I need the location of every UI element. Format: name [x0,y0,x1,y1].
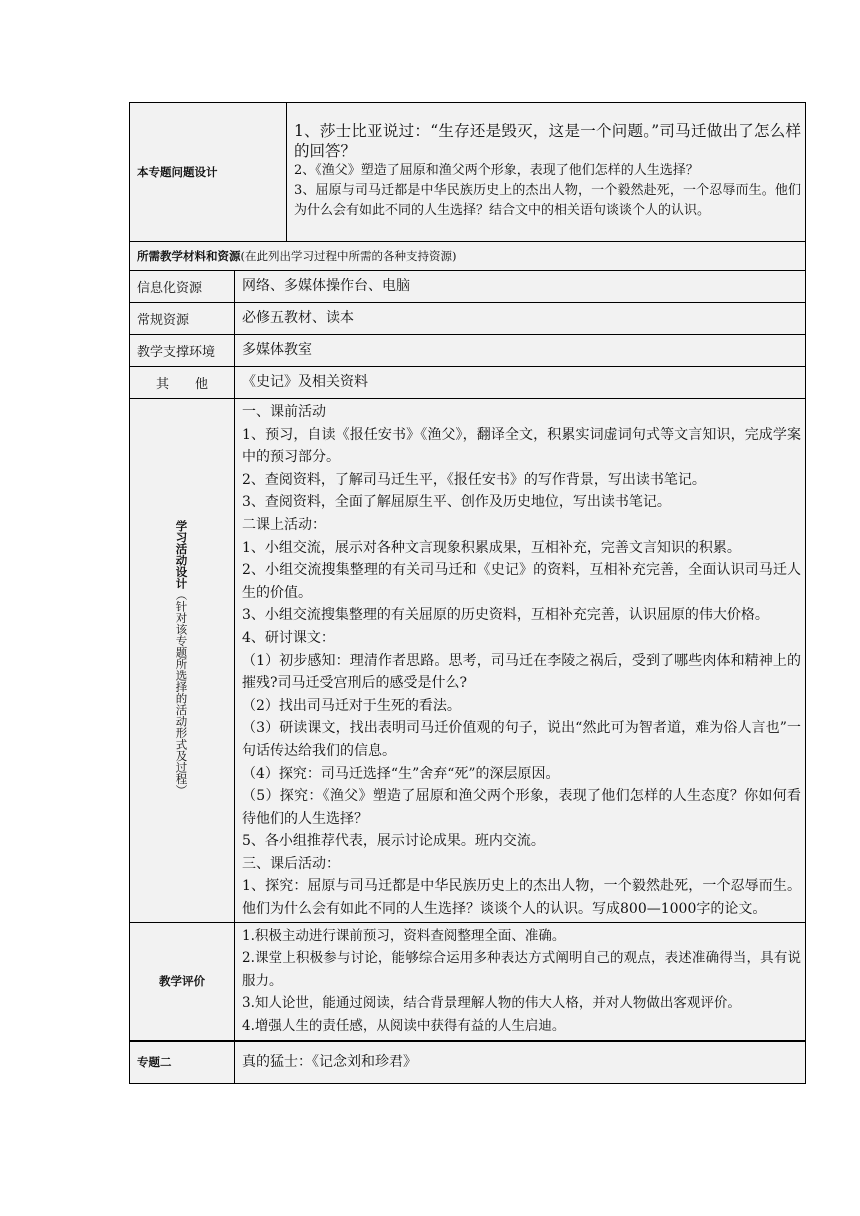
activity-line: 一、课前活动 [242,404,326,420]
resource-row [130,335,806,367]
resource-row [130,303,806,335]
activity-line: 2、查阅资料，了解司马迁生平，《报任安书》的写作背景，写出读书笔记。 [242,471,706,488]
resource-value: 多媒体教室 [235,335,806,367]
problem-question-2: 2、《渔父》塑造了屈原和渔父两个形象，表现了他们怎样的人生选择？ [294,163,699,178]
topic2-label: 专题二 [130,1041,235,1084]
activity-label [130,399,235,923]
problem-question-3: 3、屈原与司马迁都是中华民族历史上的杰出人物，一个毅然赴死，一个忍辱而生。他们为什么会有如此不同的人生选择？结合文中的相关语句谈谈个人的认识。 [294,183,801,218]
resources-heading-bold: 所需教学材料和资源 [137,249,241,263]
resource-value: 必修五教材、读本 [235,303,806,335]
resource-value: 《史记》及相关资料 [235,367,806,399]
evaluation-row [130,922,806,1040]
activity-line: （1）初步感知：理清作者思路。思考，司马迁在李陵之祸后，受到了哪些肉体和精神上的摧残?司马迁受宫刑后的感受是什么? [242,652,801,692]
resource-row [130,367,806,399]
evaluation-line: 4.增强人生的责任感，从阅读中获得有益的人生启迪。 [242,1018,566,1035]
activity-line: 三、课后活动： [242,855,340,872]
activity-line: 3、查阅资料，全面了解屈原生平、创作及历史地位，写出读书笔记。 [242,494,671,511]
resource-label: 常规资源 [130,303,235,335]
activity-line: 1、探究：屈原与司马迁都是中华民族历史上的杰出人物，一个毅然赴死，一个忍辱而生。他们为什么会有如此不同的人生选择？谈谈个人的认识。写成800—1000字的论文。 [242,878,801,918]
resource-label: 其 他 [130,367,235,399]
topic2-row [130,1041,806,1084]
problem-design-row [130,103,806,242]
resource-value: 网络、多媒体操作台、电脑 [235,271,806,303]
activity-line: （3）研读课文，找出表明司马迁价值观的句子，说出“然此可为智者道，难为俗人言也”一句话传达给我们的信息。 [242,720,801,759]
evaluation-line: 3.知人论世，能通过阅读，结合背景理解人物的伟大人格，并对人物做出客观评价。 [242,995,741,1012]
activity-line: 4、研讨课文： [242,629,335,646]
resource-label: 教学支撑环境 [130,335,235,367]
resources-heading-row [130,242,806,271]
activity-line: 3、小组交流搜集整理的有关屈原的历史资料，互相补充完善，认识屈原的伟大价格。 [242,607,769,624]
activity-label-vertical [173,520,192,796]
resource-label: 信息化资源 [130,271,235,303]
activity-row [130,399,806,923]
activity-label-note: （针对该专题所选择的活动形式及过程） [174,589,189,797]
activity-line: 1、预习，自读《报任安书》《渔父》，翻译全文，积累实词虚词句式等文言知识，完成学案中的预习部分。 [242,426,801,466]
lesson-plan-table [129,102,806,1084]
resource-row [130,271,806,303]
activity-line: 5、各小组推荐代表，展示讨论成果。班内交流。 [242,833,545,850]
lesson-plan-sheet [129,102,805,1084]
activity-line: 1、小组交流，展示对各种文言现象积累成果，互相补充，完善文言知识的积累。 [242,539,741,556]
activity-line: （4）探究：司马迁选择“生”舍弃“死”的深层原因。 [242,765,560,782]
activity-content [235,399,806,923]
evaluation-line: 1.积极主动进行课前预习，资料查阅整理全面、准确。 [242,927,566,944]
activity-line: （2）找出司马迁对于生死的看法。 [242,697,461,714]
activity-line: 二课上活动： [242,516,326,533]
problem-design-label: 本专题问题设计 [130,103,287,242]
problem-design-content [287,103,806,242]
activity-line: 2、小组交流搜集整理的有关司马迁和《史记》的资料，互相补充完善，全面认识司马迁人生的价值。 [242,562,801,601]
resources-heading [130,242,806,271]
problem-question-1: 1、莎士比亚说过：“生存还是毁灭，这是一个问题。”司马迁做出了怎么样的回答？ [294,122,801,160]
evaluation-line: 2.课堂上积极参与讨论，能够综合运用多种表达方式阐明自己的观点，表述准确得当，具有说服力。 [242,950,801,989]
resources-heading-note: (在此列出学习过程中所需的各种支持资源) [240,249,457,263]
evaluation-label: 教学评价 [130,922,235,1040]
activity-label-bold: 学习活动设计 [174,520,189,590]
topic2-value: 真的猛士：《记念刘和珍君》 [235,1041,806,1084]
evaluation-content [235,922,806,1040]
activity-line: （5）探究：《渔父》塑造了屈原和渔父两个形象，表现了他们怎样的人生态度？你如何看待他们的人生选择？ [242,788,801,827]
